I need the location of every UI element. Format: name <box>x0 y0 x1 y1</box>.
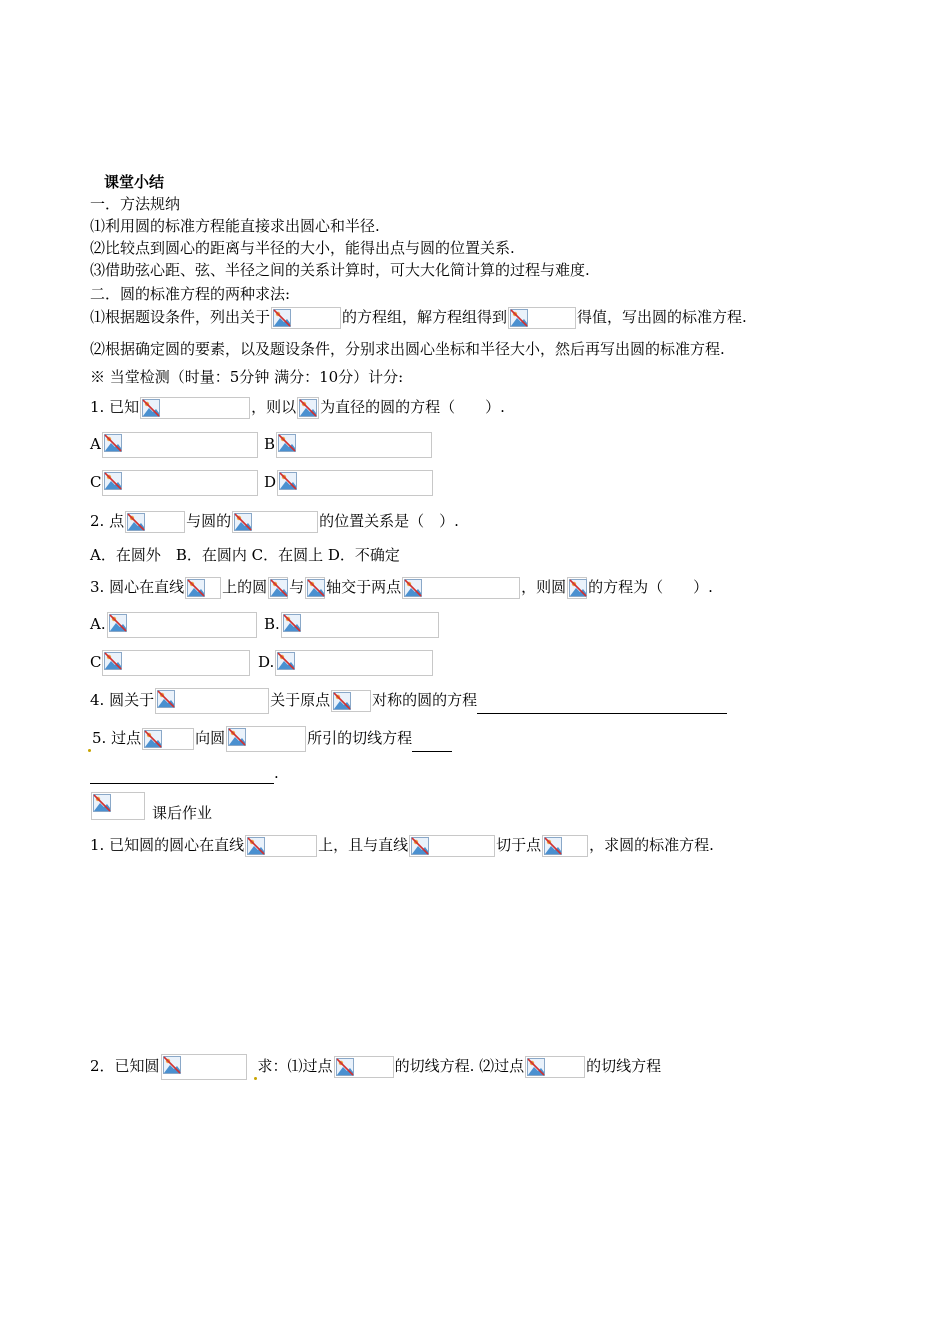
text: 关于原点 <box>270 691 331 709</box>
text: B <box>264 435 276 453</box>
question-2 <box>90 510 459 533</box>
text: 的切线方程 <box>586 1057 662 1075</box>
methods-line-2: ⑵根据确定圆的要素，以及题设条件，分别求出圆心坐标和半径大小，然后再写出圆的标准方程. <box>90 340 725 358</box>
broken-image-icon <box>297 397 319 419</box>
q1-option-b <box>264 432 433 458</box>
homework-title: 课后作业 <box>152 804 213 822</box>
text: D <box>264 473 277 491</box>
answer-blank <box>412 735 452 752</box>
text: 的方程组，解方程组得到 <box>342 308 508 326</box>
q2-options: A．在圆外 B．在圆内 C．在圆上 D．不确定 <box>90 546 400 564</box>
broken-image-icon <box>102 470 258 496</box>
marker-dot <box>254 1077 257 1080</box>
text: ，求圆的标准方程. <box>589 836 714 854</box>
text: 5. 过点 <box>92 729 142 747</box>
homework-1 <box>90 834 714 857</box>
text: 所引的切线方程 <box>307 729 413 747</box>
text: 的方程为（ ）. <box>588 578 713 596</box>
text: 的切线方程. ⑵过点 <box>394 1057 525 1075</box>
answer-blank <box>90 767 274 784</box>
summary-section-methods: 一．方法规纳 <box>90 195 181 213</box>
broken-image-icon <box>334 1056 394 1078</box>
q3-option-d <box>258 650 434 676</box>
text: 1. 已知 <box>90 398 140 416</box>
methods-line-1 <box>90 306 747 329</box>
text: 与圆的 <box>186 512 232 530</box>
broken-image-icon <box>331 690 371 712</box>
broken-image-icon <box>409 835 495 857</box>
broken-image-icon <box>142 728 194 750</box>
text: 求：⑴过点 <box>257 1057 333 1075</box>
q3-option-b <box>264 612 440 638</box>
question-3 <box>90 576 713 599</box>
text: 1. 已知圆的圆心在直线 <box>90 836 245 854</box>
broken-image-icon <box>542 835 588 857</box>
text: C <box>90 653 102 671</box>
broken-image-icon <box>232 511 318 533</box>
broken-image-icon <box>277 470 433 496</box>
text: 2. 点 <box>90 512 125 530</box>
check-title: ※ 当堂检测（时量：5分钟 满分：10分）计分: <box>90 368 404 386</box>
text: . <box>274 764 279 782</box>
q5-continuation <box>90 762 279 784</box>
text: 对称的圆的方程 <box>372 691 478 709</box>
broken-image-icon <box>245 835 317 857</box>
text: 向圆 <box>195 729 226 747</box>
broken-image-icon <box>508 307 576 329</box>
text: 为直径的圆的方程（ ）. <box>320 398 505 416</box>
broken-image-icon <box>102 432 258 458</box>
text: 的位置关系是（ ）. <box>319 512 459 530</box>
text: 切于点 <box>496 836 542 854</box>
q3-option-c <box>90 650 251 676</box>
text: A. <box>90 615 106 633</box>
broken-image-icon <box>275 650 433 676</box>
q1-option-c <box>90 470 259 496</box>
broken-image-icon <box>402 577 520 599</box>
homework-2 <box>90 1054 661 1080</box>
text: 轴交于两点 <box>326 578 402 596</box>
summary-title: 课堂小结 <box>104 173 165 191</box>
text: C <box>90 473 102 491</box>
marker-dot <box>88 749 91 752</box>
question-1 <box>90 396 505 419</box>
text: 3. 圆心在直线 <box>90 578 185 596</box>
text: ，则圆 <box>521 578 567 596</box>
broken-image-icon <box>281 612 439 638</box>
text: 与 <box>289 578 305 596</box>
broken-image-icon <box>271 307 341 329</box>
broken-image-icon <box>102 650 250 676</box>
broken-image-icon <box>107 612 257 638</box>
text: A <box>90 435 101 453</box>
broken-image-icon <box>140 397 250 419</box>
q3-option-a <box>90 612 258 638</box>
homework-header <box>90 792 212 820</box>
broken-image-icon <box>226 726 306 752</box>
text: B. <box>264 615 280 633</box>
question-4 <box>90 688 727 714</box>
text: 得值，写出圆的标准方程. <box>577 308 747 326</box>
broken-image-icon <box>525 1056 585 1078</box>
text: D. <box>258 653 275 671</box>
text: 2．已知圆 <box>90 1057 160 1075</box>
text: ⑴根据题设条件，列出关于 <box>90 308 271 326</box>
summary-item-2: ⑵比较点到圆心的距离与半径的大小，能得出点与圆的位置关系. <box>90 239 515 257</box>
text: 上，且与直线 <box>318 836 409 854</box>
question-5 <box>88 726 452 752</box>
text: 上的圆 <box>222 578 268 596</box>
broken-image-icon <box>268 577 288 599</box>
q1-option-a <box>90 432 259 458</box>
q1-option-d <box>264 470 434 496</box>
broken-image-icon <box>161 1054 247 1080</box>
broken-image-icon <box>305 577 325 599</box>
text: 4. 圆关于 <box>90 691 155 709</box>
broken-image-icon <box>185 577 221 599</box>
text: ，则以 <box>251 398 297 416</box>
broken-image-icon <box>567 577 587 599</box>
summary-item-3: ⑶借助弦心距、弦、半径之间的关系计算时，可大大化简计算的过程与难度. <box>90 261 590 279</box>
broken-image-icon <box>276 432 432 458</box>
broken-image-icon <box>91 792 145 820</box>
broken-image-icon <box>155 688 269 714</box>
summary-item-1: ⑴利用圆的标准方程能直接求出圆心和半径. <box>90 217 380 235</box>
methods-title: 二．圆的标准方程的两种求法: <box>90 285 291 303</box>
broken-image-icon <box>125 511 185 533</box>
answer-blank <box>477 697 727 714</box>
